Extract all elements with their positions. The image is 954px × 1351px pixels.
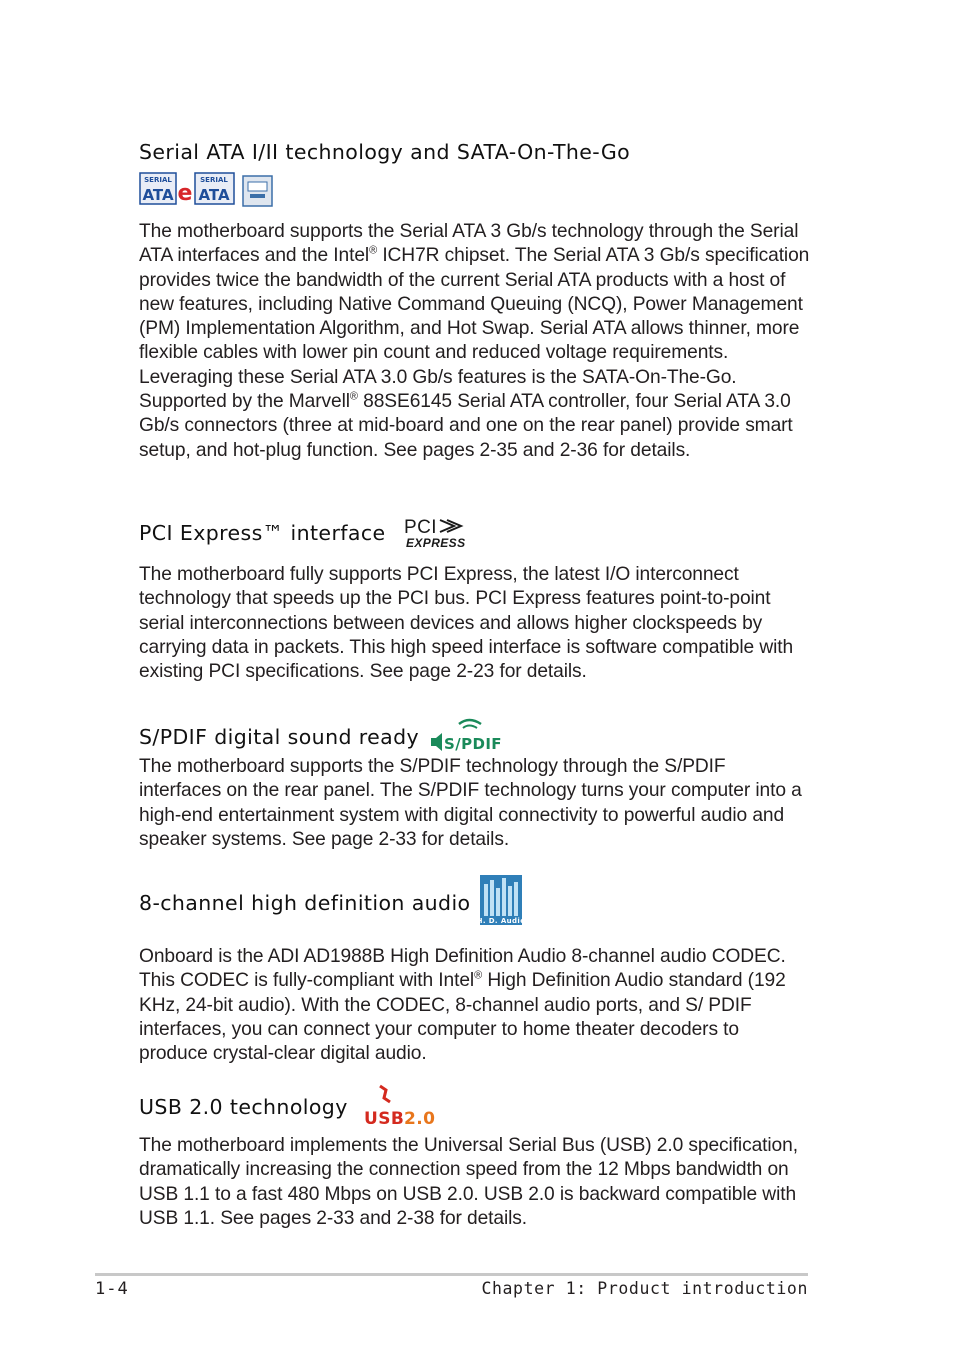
spdif-logo: [429, 718, 503, 756]
footer-divider: [95, 1273, 808, 1276]
esata-logo-serial-text: SERIAL: [200, 176, 228, 184]
section-heading-sata: [139, 140, 630, 164]
sata-logo-ata-text: ATA: [142, 186, 174, 204]
spdif-logo-text: S/PDIF: [444, 735, 503, 753]
section-body-spdif: The motherboard supports the S/PDIF technology through the S/PDIF interfaces on the rear panel. The S/PDIF technology turns your computer into a high-end entertainment system with digital connectivity to powerful audio and speaker systems. See page 2-33 for details.: [139, 756, 802, 850]
usb-logo-text: USB: [363, 1109, 404, 1129]
sata-esata-logos: [139, 172, 275, 208]
footer-page-number: 1-4: [95, 1279, 129, 1299]
section-body-usb: The motherboard implements the Universal Serial Bus (USB) 2.0 specification, dramatically increasing the connection speed from the 12 Mbps bandwidth on USB 1.1 to a fast 480 Mbps on USB 2.0. USB 2.0 is backward compatible with USB 1.1. See pages 2-33 and 2-38 for details.: [139, 1135, 798, 1229]
hd-audio-logo: [476, 874, 525, 932]
section-heading-hd-audio: [139, 874, 523, 932]
section-heading-pci-express: [139, 516, 488, 550]
section-title: S/PDIF digital sound ready: [139, 725, 420, 749]
sata-logo-serial-text: SERIAL: [144, 176, 172, 184]
section-title: Serial ATA I/II technology and SATA-On-The-Go: [139, 140, 631, 164]
section-title: 8-channel high definition audio: [139, 891, 471, 915]
section-heading-spdif: [139, 718, 503, 756]
pci-express-logo-express-text: EXPRESS: [405, 536, 466, 550]
usb2-logo: [362, 1084, 438, 1130]
section-title: USB 2.0 technology: [139, 1095, 348, 1119]
hd-audio-logo-text: H. D. Audio: [476, 917, 525, 925]
pci-express-logo: [402, 516, 488, 550]
esata-logo-e-text: e: [177, 181, 193, 206]
usb-logo-version-text: 2.0: [403, 1109, 436, 1129]
pci-express-logo-pci-text: PCI: [403, 517, 437, 538]
section-body-sata: The motherboard supports the Serial ATA 3 Gb/s technology through the Serial ATA interfaces and the Intel® ICH7R chipset. The Serial ATA 3 Gb/s specification provides twice the bandwidth of the current Serial ATA products with a host of new features, including Native Command Queuing (NCQ), Power Management (PM) Implementation Algorithm, and Hot Swap. Serial ATA allows thinner, more flexible cables with lower pin count and reduced voltage requirements. Leveraging these Serial ATA 3.0 Gb/s features is the SATA-On-The-Go. Supported by the Marvell® 88SE6145 Serial ATA controller, four Serial ATA 3.0 Gb/s connectors (three at mid-board and one on the rear panel) provide smart setup, and hot-plug function. See pages 2-35 and 2-36 for details.: [139, 221, 810, 461]
section-title: PCI Express™ interface: [139, 521, 386, 545]
footer-chapter-title: Chapter 1: Product introduction: [481, 1279, 808, 1298]
section-body-hd-audio: Onboard is the ADI AD1988B High Definition Audio 8-channel audio CODEC. This CODEC is fully-compliant with Intel® High Definition Audio standard (192 KHz, 24-bit audio). With the CODEC, 8-channel audio ports, and S/ PDIF interfaces, you can connect your computer to home theater decoders to produce crystal-clear digital audio.: [139, 946, 786, 1065]
section-heading-usb: [139, 1084, 438, 1130]
section-body-pci-express: The motherboard fully supports PCI Express, the latest I/O interconnect technology that speeds up the PCI bus. PCI Express features point-to-point serial interconnections between devices and allows higher clockspeeds by carrying data in packets. This high speed interface is software compatible with existing PCI specifications. See page 2-23 for details.: [139, 564, 794, 683]
esata-logo-ata-text: ATA: [198, 186, 230, 204]
